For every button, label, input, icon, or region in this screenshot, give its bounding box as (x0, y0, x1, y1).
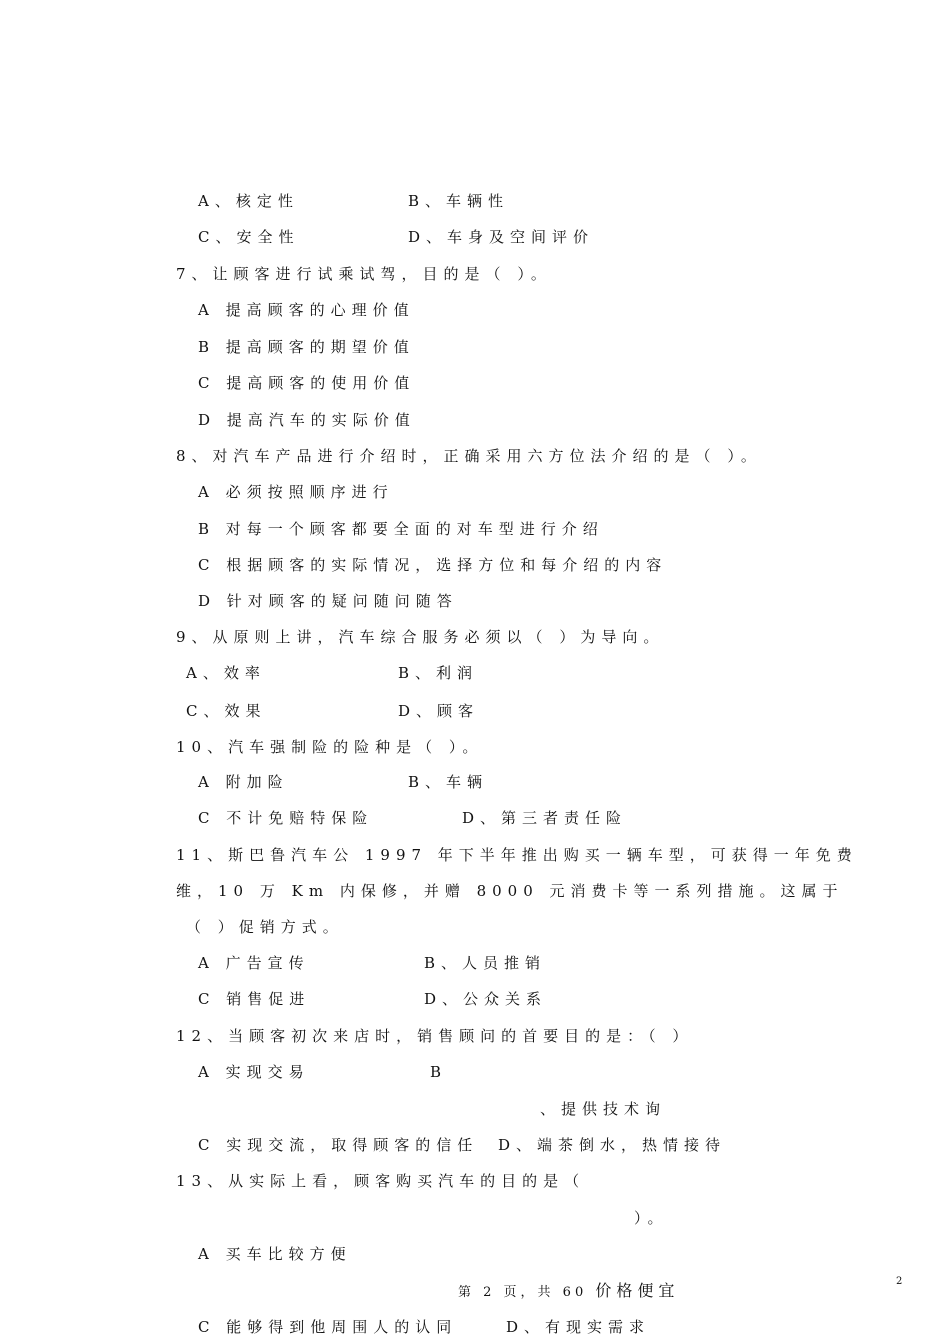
option-8a: A 必须按照顺序进行 (198, 483, 394, 501)
option-12c: C 实现交流，取得顾客的信任 (198, 1136, 479, 1154)
option-10d: D、第三者责任险 (462, 809, 628, 827)
page-number: 2 (896, 1276, 903, 1287)
question-10: 10、汽车强制险的险种是（ ）。 (176, 738, 484, 756)
option-8d: D 针对顾客的疑问随问随答 (198, 592, 458, 610)
option-11a: A 广告宣传 (198, 954, 310, 972)
option-6a: A、核定性 (198, 192, 299, 210)
option-6c: C、安全性 (198, 228, 300, 246)
option-6b: B、车辆性 (408, 192, 510, 210)
option-7c: C 提高顾客的使用价值 (198, 374, 416, 392)
option-9b: B、利润 (398, 664, 479, 682)
option-12d: D、端茶倒水，热情接待 (498, 1136, 727, 1154)
option-6d: D、车身及空间评价 (408, 228, 595, 246)
option-8c: C 根据顾客的实际情况，选择方位和每介绍的内容 (198, 556, 668, 574)
option-11d: D、公众关系 (424, 990, 548, 1008)
option-13a: A 买车比较方便 (198, 1245, 352, 1263)
page-of-text: 第 2 页，共 60 (458, 1285, 588, 1300)
option-9d: D、顾客 (398, 702, 480, 720)
option-7b: B 提高顾客的期望价值 (198, 338, 415, 356)
option-11b: B、人员推销 (424, 954, 547, 972)
option-7a: A 提高顾客的心理价值 (198, 301, 415, 319)
option-10b: B、车辆 (408, 773, 489, 791)
option-13c: C 能够得到他周围人的认同 (198, 1318, 458, 1336)
option-9c: C、效果 (186, 702, 267, 720)
option-10a: A 附加险 (198, 773, 289, 791)
question-13-blank-end: ）。 (634, 1209, 669, 1227)
option-9a: A、效率 (186, 664, 266, 682)
option-10c: C 不计免赔特保险 (198, 809, 374, 827)
question-13: 13、从实际上看，顾客购买汽车的目的是（ (176, 1172, 586, 1190)
question-11-line3: （ ）促销方式。 (186, 918, 344, 936)
option-12b-text: 、提供技术询 (540, 1100, 667, 1118)
option-11c: C 销售促进 (198, 990, 311, 1008)
page-footer-note (458, 1281, 679, 1303)
question-9: 9、从原则上讲，汽车综合服务必须以（ ）为导向。 (176, 628, 665, 646)
question-11-line1: 11、斯巴鲁汽车公 1997 年下半年推出购买一辆车型，可获得一年免费 (176, 846, 858, 864)
question-7: 7、让顾客进行试乘试驾，目的是（ ）。 (176, 265, 552, 283)
option-7d: D 提高汽车的实际价值 (198, 411, 416, 429)
option-8b: B 对每一个顾客都要全面的对车型进行介绍 (198, 520, 604, 538)
option-13b-text: 价格便宜 (595, 1281, 680, 1300)
option-12a: A 实现交易 (198, 1063, 310, 1081)
option-12b-label: B (430, 1063, 448, 1081)
question-12: 12、当顾客初次来店时，销售顾问的首要目的是：（ ） (176, 1027, 694, 1045)
question-8: 8、对汽车产品进行介绍时，正确采用六方位法介绍的是（ ）。 (176, 447, 762, 465)
question-11-line2: 维，10 万 Km 内保修，并赠 8000 元消费卡等一系列措施。这属于 (176, 882, 844, 900)
option-13d: D、有现实需求 (506, 1318, 651, 1336)
